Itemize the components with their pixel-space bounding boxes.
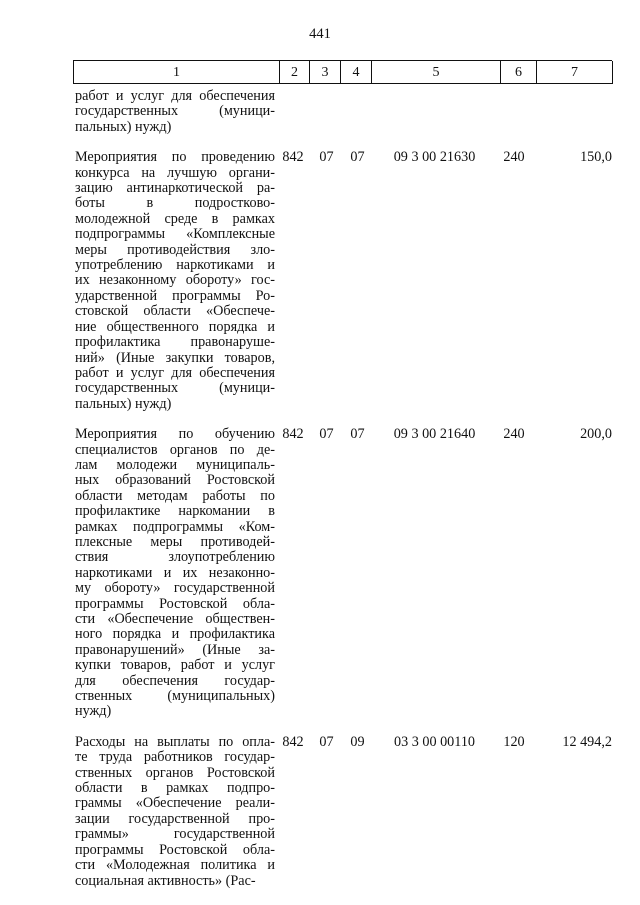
cell-subsection: 07 <box>350 426 365 443</box>
cell-expense-type: 120 <box>503 733 525 750</box>
description-line: зацию антинаркотической ра- <box>75 180 275 197</box>
description-line: программы Ростовской обла- <box>75 595 275 612</box>
table-row <box>75 735 615 889</box>
description-line: ного порядка и профилактика <box>75 626 275 643</box>
table-row <box>75 89 615 135</box>
description-line: специалистов органов по де- <box>75 441 275 458</box>
description-line: правонарушений» (Иные за- <box>75 641 275 658</box>
cell-amount <box>532 89 612 135</box>
description-line: молодежной среде в рамках <box>75 210 275 227</box>
cell-ministry-code: 842 <box>282 149 304 166</box>
description-line: профилактике наркомании в <box>75 503 275 520</box>
cell-subsection: 09 <box>350 733 365 750</box>
description-line: области в рамках подпро- <box>75 780 275 797</box>
description-line: пальных) нужд) <box>75 118 172 135</box>
description-line: граммы» государственной <box>75 826 275 843</box>
row-description <box>75 427 275 720</box>
cell-section: 07 <box>319 149 334 166</box>
cell-expense-type: 240 <box>503 149 525 166</box>
description-line: стовской области «Обеспече- <box>75 303 275 320</box>
description-line: ние общественного порядка и <box>75 318 275 335</box>
cell-ministry-code <box>275 89 311 135</box>
cell-section <box>311 89 342 135</box>
row-description <box>75 150 275 412</box>
description-line: сти «Обеспечение обществен- <box>75 611 275 627</box>
description-line: государственных (муници- <box>75 103 275 120</box>
cell-section: 07 <box>319 733 334 750</box>
row-gap <box>75 412 615 427</box>
description-line: нужд) <box>75 703 112 720</box>
description-line: боты в подростково- <box>75 195 275 212</box>
description-line: ний» (Иные закупки товаров, <box>75 349 275 366</box>
description-line: области методам работы по <box>75 487 275 504</box>
description-line: для обеспечения государ- <box>75 672 275 689</box>
header-col-6: 6 <box>501 61 537 84</box>
description-line: плексные меры противодей- <box>75 533 275 550</box>
cell-target-article: 09 3 00 21630 <box>393 149 476 166</box>
description-line: те труда работников государ- <box>75 749 275 766</box>
description-line: ударственной программы Ро- <box>75 287 275 304</box>
cell-ministry-code: 842 <box>282 426 304 443</box>
cell-expense-type <box>496 89 532 135</box>
table-row <box>75 427 615 720</box>
cell-expense-type: 240 <box>503 426 525 443</box>
cell-subsection <box>342 89 373 135</box>
description-line: рамках подпрограммы «Ком- <box>75 518 275 535</box>
header-col-1: 1 <box>74 61 280 84</box>
header-col-3: 3 <box>310 61 341 84</box>
description-line: работ и услуг для обеспечения <box>75 88 275 104</box>
description-line: Мероприятия по проведению <box>75 149 275 166</box>
table-body <box>75 89 615 889</box>
description-line: конкурса на лучшую органи- <box>75 164 275 181</box>
cell-amount: 150,0 <box>580 149 612 166</box>
description-line: социальная активность» (Рас- <box>75 872 256 889</box>
description-line: ных образований Ростовской <box>75 472 275 489</box>
table-row <box>75 150 615 412</box>
header-col-5: 5 <box>372 61 501 84</box>
description-line: ственных (муниципальных) <box>75 688 275 705</box>
cell-target-article <box>373 89 496 135</box>
header-col-4: 4 <box>341 61 372 84</box>
description-line: граммы «Обеспечение реали- <box>75 795 275 812</box>
description-line: му обороту» государственной <box>75 580 275 597</box>
table-header <box>73 60 612 84</box>
description-line: пальных) нужд) <box>75 395 172 412</box>
header-col-7: 7 <box>537 61 613 84</box>
description-line: профилактика правонаруше- <box>75 334 275 351</box>
description-line: употреблению наркотиками и <box>75 257 275 274</box>
description-line: программы Ростовской обла- <box>75 841 275 858</box>
cell-ministry-code: 842 <box>282 733 304 750</box>
cell-amount: 200,0 <box>580 426 612 443</box>
cell-subsection: 07 <box>350 149 365 166</box>
cell-target-article: 09 3 00 21640 <box>393 426 476 443</box>
row-description <box>75 735 275 889</box>
cell-target-article: 03 3 00 00110 <box>393 733 476 750</box>
description-line: купки товаров, работ и услуг <box>75 657 275 674</box>
row-gap <box>75 135 615 150</box>
description-line: Расходы на выплаты по опла- <box>75 733 275 750</box>
description-line: ствия злоупотреблению <box>75 549 275 566</box>
page-number: 441 <box>309 26 331 42</box>
description-line: ственных органов Ростовской <box>75 764 275 781</box>
description-line: работ и услуг для обеспечения <box>75 364 275 381</box>
header-col-2: 2 <box>280 61 310 84</box>
description-line: наркотиками и их незаконно- <box>75 564 275 581</box>
cell-section: 07 <box>319 426 334 443</box>
description-line: лам молодежи муниципаль- <box>75 456 275 473</box>
description-line: Мероприятия по обучению <box>75 426 275 443</box>
description-line: сти «Молодежная политика и <box>75 857 275 874</box>
description-line: их незаконному обороту» гос- <box>75 272 275 289</box>
description-line: зации государственной про- <box>75 810 275 827</box>
row-gap <box>75 720 615 735</box>
description-line: меры противодействия зло- <box>75 241 275 258</box>
cell-amount: 12 494,2 <box>562 733 612 750</box>
description-line: государственных (муници- <box>75 380 275 397</box>
description-line: подпрограммы «Комплексные <box>75 226 275 243</box>
row-description <box>75 89 275 135</box>
